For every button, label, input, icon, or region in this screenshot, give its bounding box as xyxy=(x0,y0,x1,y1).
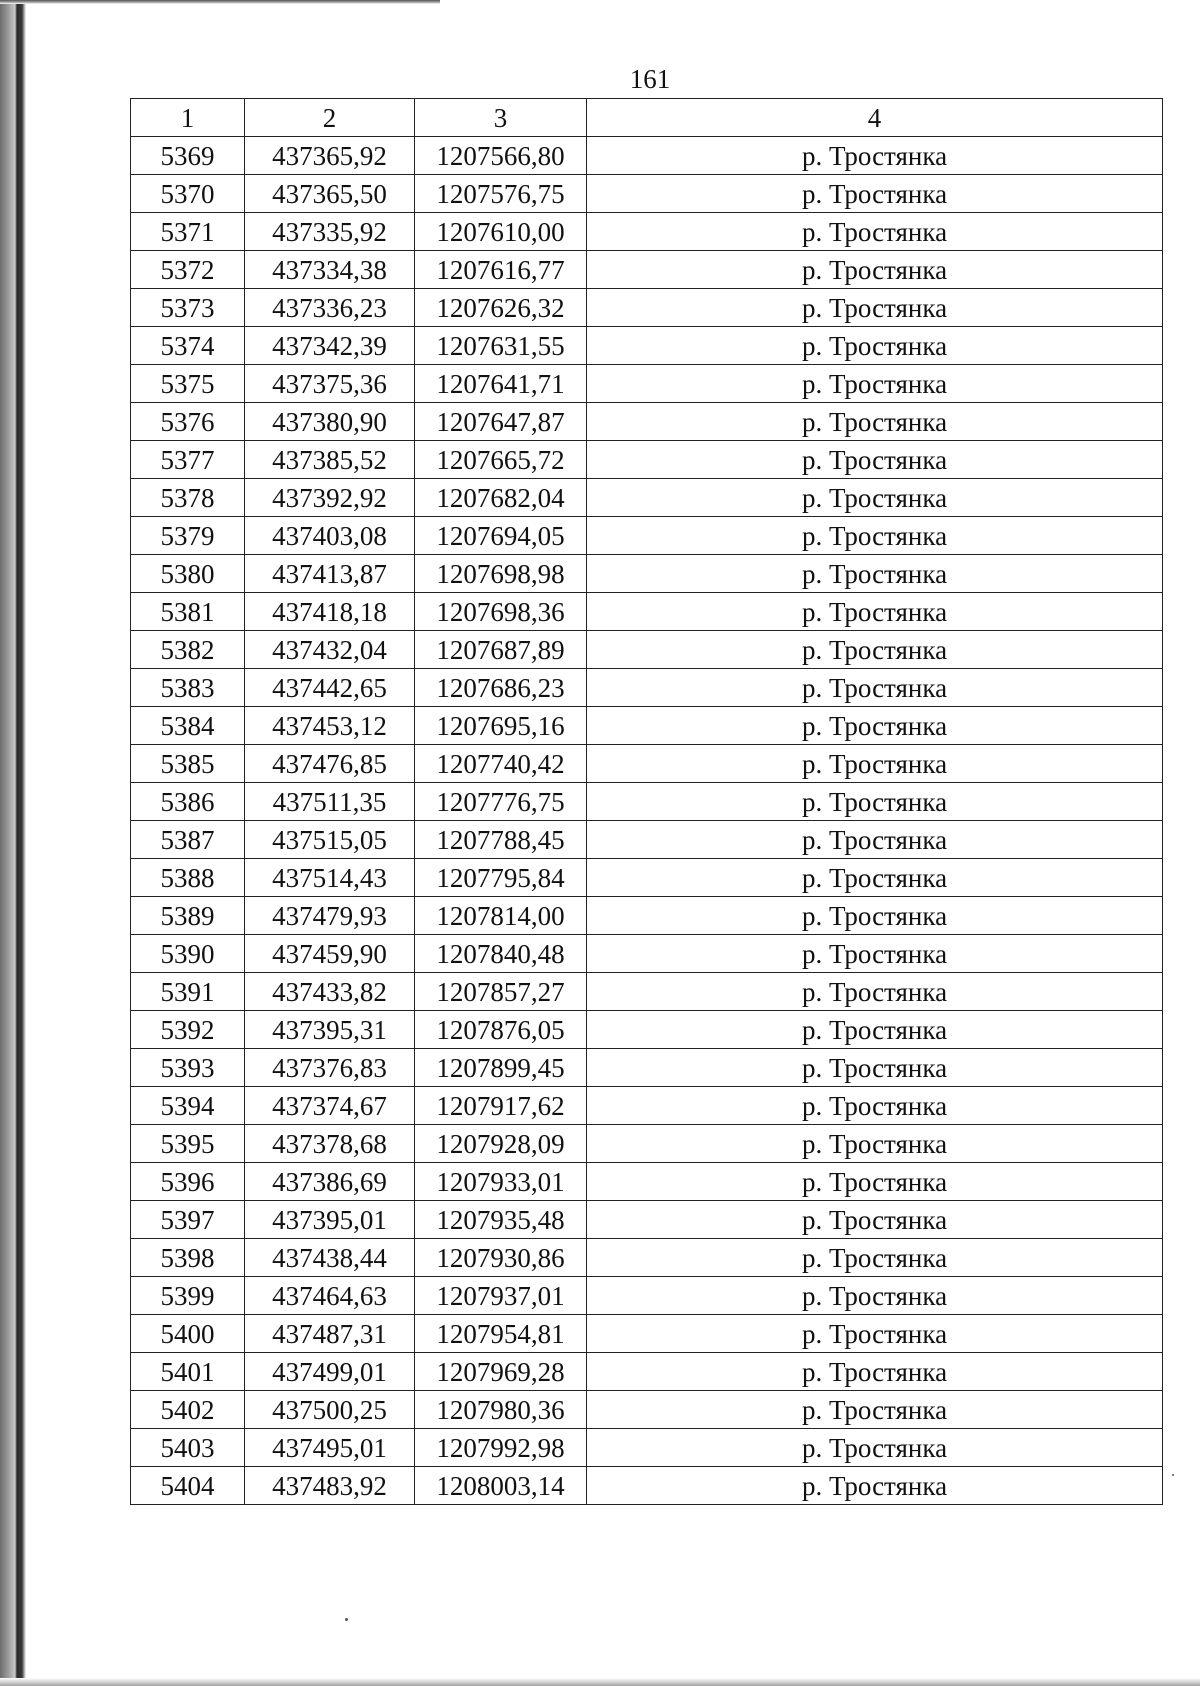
table-row xyxy=(131,517,1163,555)
cell-description: р. Тростянка xyxy=(587,1315,1163,1353)
table-row xyxy=(131,327,1163,365)
cell-point-number: 5378 xyxy=(131,479,245,517)
cell-x-coordinate: 437432,04 xyxy=(245,631,415,669)
cell-point-number: 5383 xyxy=(131,669,245,707)
cell-y-coordinate: 1207930,86 xyxy=(415,1239,587,1277)
cell-x-coordinate: 437514,43 xyxy=(245,859,415,897)
cell-y-coordinate: 1207626,32 xyxy=(415,289,587,327)
cell-description: р. Тростянка xyxy=(587,517,1163,555)
table-row xyxy=(131,289,1163,327)
table-row xyxy=(131,1429,1163,1467)
table-row xyxy=(131,1315,1163,1353)
cell-description: р. Тростянка xyxy=(587,593,1163,631)
cell-description: р. Тростянка xyxy=(587,1429,1163,1467)
cell-x-coordinate: 437438,44 xyxy=(245,1239,415,1277)
cell-x-coordinate: 437395,31 xyxy=(245,1011,415,1049)
table-row xyxy=(131,745,1163,783)
table-row xyxy=(131,1353,1163,1391)
cell-y-coordinate: 1207937,01 xyxy=(415,1277,587,1315)
cell-x-coordinate: 437453,12 xyxy=(245,707,415,745)
cell-y-coordinate: 1207566,80 xyxy=(415,137,587,175)
cell-x-coordinate: 437403,08 xyxy=(245,517,415,555)
cell-y-coordinate: 1207992,98 xyxy=(415,1429,587,1467)
cell-x-coordinate: 437464,63 xyxy=(245,1277,415,1315)
cell-point-number: 5397 xyxy=(131,1201,245,1239)
cell-y-coordinate: 1207616,77 xyxy=(415,251,587,289)
cell-point-number: 5402 xyxy=(131,1391,245,1429)
cell-point-number: 5369 xyxy=(131,137,245,175)
cell-y-coordinate: 1207695,16 xyxy=(415,707,587,745)
scan-speck xyxy=(1172,1474,1174,1476)
cell-point-number: 5376 xyxy=(131,403,245,441)
cell-point-number: 5387 xyxy=(131,821,245,859)
cell-y-coordinate: 1207686,23 xyxy=(415,669,587,707)
table-row xyxy=(131,403,1163,441)
table-row xyxy=(131,1277,1163,1315)
table-row xyxy=(131,973,1163,1011)
cell-x-coordinate: 437336,23 xyxy=(245,289,415,327)
cell-description: р. Тростянка xyxy=(587,707,1163,745)
cell-description: р. Тростянка xyxy=(587,897,1163,935)
header-cell-y-coordinate: 3 xyxy=(415,99,587,137)
cell-x-coordinate: 437334,38 xyxy=(245,251,415,289)
coordinates-table xyxy=(130,98,1163,1505)
cell-y-coordinate: 1207840,48 xyxy=(415,935,587,973)
header-cell-point-number: 1 xyxy=(131,99,245,137)
cell-y-coordinate: 1207641,71 xyxy=(415,365,587,403)
cell-description: р. Тростянка xyxy=(587,365,1163,403)
table-row xyxy=(131,1201,1163,1239)
cell-point-number: 5381 xyxy=(131,593,245,631)
cell-description: р. Тростянка xyxy=(587,1011,1163,1049)
cell-y-coordinate: 1207576,75 xyxy=(415,175,587,213)
table-header xyxy=(131,99,1163,137)
cell-x-coordinate: 437479,93 xyxy=(245,897,415,935)
cell-y-coordinate: 1207935,48 xyxy=(415,1201,587,1239)
cell-x-coordinate: 437500,25 xyxy=(245,1391,415,1429)
cell-x-coordinate: 437413,87 xyxy=(245,555,415,593)
header-cell-description: 4 xyxy=(587,99,1163,137)
cell-point-number: 5377 xyxy=(131,441,245,479)
cell-point-number: 5399 xyxy=(131,1277,245,1315)
table-row xyxy=(131,593,1163,631)
cell-description: р. Тростянка xyxy=(587,175,1163,213)
table-row xyxy=(131,365,1163,403)
table-row xyxy=(131,1011,1163,1049)
cell-y-coordinate: 1207698,98 xyxy=(415,555,587,593)
cell-description: р. Тростянка xyxy=(587,137,1163,175)
cell-point-number: 5389 xyxy=(131,897,245,935)
cell-point-number: 5374 xyxy=(131,327,245,365)
cell-x-coordinate: 437335,92 xyxy=(245,213,415,251)
cell-description: р. Тростянка xyxy=(587,1201,1163,1239)
cell-description: р. Тростянка xyxy=(587,441,1163,479)
cell-description: р. Тростянка xyxy=(587,669,1163,707)
cell-description: р. Тростянка xyxy=(587,631,1163,669)
table-row xyxy=(131,707,1163,745)
cell-point-number: 5373 xyxy=(131,289,245,327)
cell-description: р. Тростянка xyxy=(587,973,1163,1011)
cell-point-number: 5400 xyxy=(131,1315,245,1353)
cell-point-number: 5403 xyxy=(131,1429,245,1467)
cell-x-coordinate: 437442,65 xyxy=(245,669,415,707)
cell-x-coordinate: 437386,69 xyxy=(245,1163,415,1201)
table-row xyxy=(131,251,1163,289)
cell-y-coordinate: 1207687,89 xyxy=(415,631,587,669)
table-row xyxy=(131,1125,1163,1163)
table-row xyxy=(131,859,1163,897)
cell-x-coordinate: 437483,92 xyxy=(245,1467,415,1505)
cell-y-coordinate: 1207795,84 xyxy=(415,859,587,897)
cell-x-coordinate: 437511,35 xyxy=(245,783,415,821)
cell-description: р. Тростянка xyxy=(587,1087,1163,1125)
cell-x-coordinate: 437476,85 xyxy=(245,745,415,783)
cell-description: р. Тростянка xyxy=(587,821,1163,859)
table-row xyxy=(131,935,1163,973)
cell-description: р. Тростянка xyxy=(587,1239,1163,1277)
cell-description: р. Тростянка xyxy=(587,1049,1163,1087)
cell-description: р. Тростянка xyxy=(587,1163,1163,1201)
scan-top-edge xyxy=(0,0,440,4)
cell-description: р. Тростянка xyxy=(587,327,1163,365)
cell-point-number: 5396 xyxy=(131,1163,245,1201)
cell-x-coordinate: 437378,68 xyxy=(245,1125,415,1163)
cell-description: р. Тростянка xyxy=(587,783,1163,821)
cell-y-coordinate: 1207631,55 xyxy=(415,327,587,365)
cell-y-coordinate: 1207857,27 xyxy=(415,973,587,1011)
cell-point-number: 5382 xyxy=(131,631,245,669)
cell-description: р. Тростянка xyxy=(587,1353,1163,1391)
scan-bottom-edge xyxy=(0,1678,1200,1686)
cell-point-number: 5404 xyxy=(131,1467,245,1505)
cell-y-coordinate: 1207610,00 xyxy=(415,213,587,251)
cell-point-number: 5372 xyxy=(131,251,245,289)
cell-description: р. Тростянка xyxy=(587,213,1163,251)
table-row xyxy=(131,669,1163,707)
cell-point-number: 5390 xyxy=(131,935,245,973)
page-number: 161 xyxy=(629,64,671,94)
cell-x-coordinate: 437392,92 xyxy=(245,479,415,517)
cell-point-number: 5401 xyxy=(131,1353,245,1391)
cell-point-number: 5394 xyxy=(131,1087,245,1125)
cell-description: р. Тростянка xyxy=(587,555,1163,593)
cell-point-number: 5375 xyxy=(131,365,245,403)
cell-point-number: 5370 xyxy=(131,175,245,213)
cell-point-number: 5384 xyxy=(131,707,245,745)
cell-x-coordinate: 437395,01 xyxy=(245,1201,415,1239)
cell-x-coordinate: 437495,01 xyxy=(245,1429,415,1467)
table-row xyxy=(131,1049,1163,1087)
table-row xyxy=(131,175,1163,213)
cell-x-coordinate: 437380,90 xyxy=(245,403,415,441)
cell-y-coordinate: 1207899,45 xyxy=(415,1049,587,1087)
table-row xyxy=(131,897,1163,935)
cell-y-coordinate: 1207698,36 xyxy=(415,593,587,631)
cell-x-coordinate: 437433,82 xyxy=(245,973,415,1011)
cell-description: р. Тростянка xyxy=(587,1277,1163,1315)
scan-left-edge xyxy=(0,0,26,1686)
header-row xyxy=(131,99,1163,137)
cell-x-coordinate: 437342,39 xyxy=(245,327,415,365)
cell-description: р. Тростянка xyxy=(587,289,1163,327)
cell-point-number: 5386 xyxy=(131,783,245,821)
header-cell-x-coordinate: 2 xyxy=(245,99,415,137)
cell-x-coordinate: 437459,90 xyxy=(245,935,415,973)
cell-y-coordinate: 1207740,42 xyxy=(415,745,587,783)
table-body xyxy=(131,137,1163,1505)
cell-point-number: 5395 xyxy=(131,1125,245,1163)
cell-y-coordinate: 1207980,36 xyxy=(415,1391,587,1429)
cell-x-coordinate: 437418,18 xyxy=(245,593,415,631)
cell-x-coordinate: 437385,52 xyxy=(245,441,415,479)
cell-point-number: 5391 xyxy=(131,973,245,1011)
table-row xyxy=(131,479,1163,517)
cell-description: р. Тростянка xyxy=(587,403,1163,441)
table-row xyxy=(131,821,1163,859)
cell-x-coordinate: 437376,83 xyxy=(245,1049,415,1087)
cell-x-coordinate: 437487,31 xyxy=(245,1315,415,1353)
cell-y-coordinate: 1207933,01 xyxy=(415,1163,587,1201)
table-row xyxy=(131,1391,1163,1429)
cell-point-number: 5388 xyxy=(131,859,245,897)
scan-speck xyxy=(345,1618,348,1621)
cell-y-coordinate: 1207928,09 xyxy=(415,1125,587,1163)
table-row xyxy=(131,1467,1163,1505)
cell-y-coordinate: 1208003,14 xyxy=(415,1467,587,1505)
cell-y-coordinate: 1207788,45 xyxy=(415,821,587,859)
cell-description: р. Тростянка xyxy=(587,1125,1163,1163)
table-row xyxy=(131,1087,1163,1125)
cell-point-number: 5385 xyxy=(131,745,245,783)
cell-point-number: 5393 xyxy=(131,1049,245,1087)
cell-description: р. Тростянка xyxy=(587,935,1163,973)
cell-point-number: 5379 xyxy=(131,517,245,555)
cell-x-coordinate: 437365,92 xyxy=(245,137,415,175)
cell-description: р. Тростянка xyxy=(587,479,1163,517)
table-row xyxy=(131,631,1163,669)
cell-point-number: 5371 xyxy=(131,213,245,251)
table-row xyxy=(131,783,1163,821)
cell-y-coordinate: 1207814,00 xyxy=(415,897,587,935)
cell-point-number: 5380 xyxy=(131,555,245,593)
cell-y-coordinate: 1207917,62 xyxy=(415,1087,587,1125)
table-row xyxy=(131,1239,1163,1277)
cell-y-coordinate: 1207969,28 xyxy=(415,1353,587,1391)
cell-point-number: 5398 xyxy=(131,1239,245,1277)
cell-x-coordinate: 437365,50 xyxy=(245,175,415,213)
cell-description: р. Тростянка xyxy=(587,251,1163,289)
cell-x-coordinate: 437374,67 xyxy=(245,1087,415,1125)
cell-point-number: 5392 xyxy=(131,1011,245,1049)
table-row xyxy=(131,1163,1163,1201)
table-row xyxy=(131,213,1163,251)
cell-y-coordinate: 1207954,81 xyxy=(415,1315,587,1353)
cell-x-coordinate: 437515,05 xyxy=(245,821,415,859)
cell-description: р. Тростянка xyxy=(587,859,1163,897)
cell-y-coordinate: 1207776,75 xyxy=(415,783,587,821)
cell-x-coordinate: 437499,01 xyxy=(245,1353,415,1391)
table-row xyxy=(131,555,1163,593)
cell-y-coordinate: 1207682,04 xyxy=(415,479,587,517)
cell-y-coordinate: 1207694,05 xyxy=(415,517,587,555)
cell-description: р. Тростянка xyxy=(587,745,1163,783)
cell-description: р. Тростянка xyxy=(587,1467,1163,1505)
cell-y-coordinate: 1207647,87 xyxy=(415,403,587,441)
cell-description: р. Тростянка xyxy=(587,1391,1163,1429)
table-row xyxy=(131,441,1163,479)
cell-x-coordinate: 437375,36 xyxy=(245,365,415,403)
cell-y-coordinate: 1207665,72 xyxy=(415,441,587,479)
table-row xyxy=(131,137,1163,175)
cell-y-coordinate: 1207876,05 xyxy=(415,1011,587,1049)
